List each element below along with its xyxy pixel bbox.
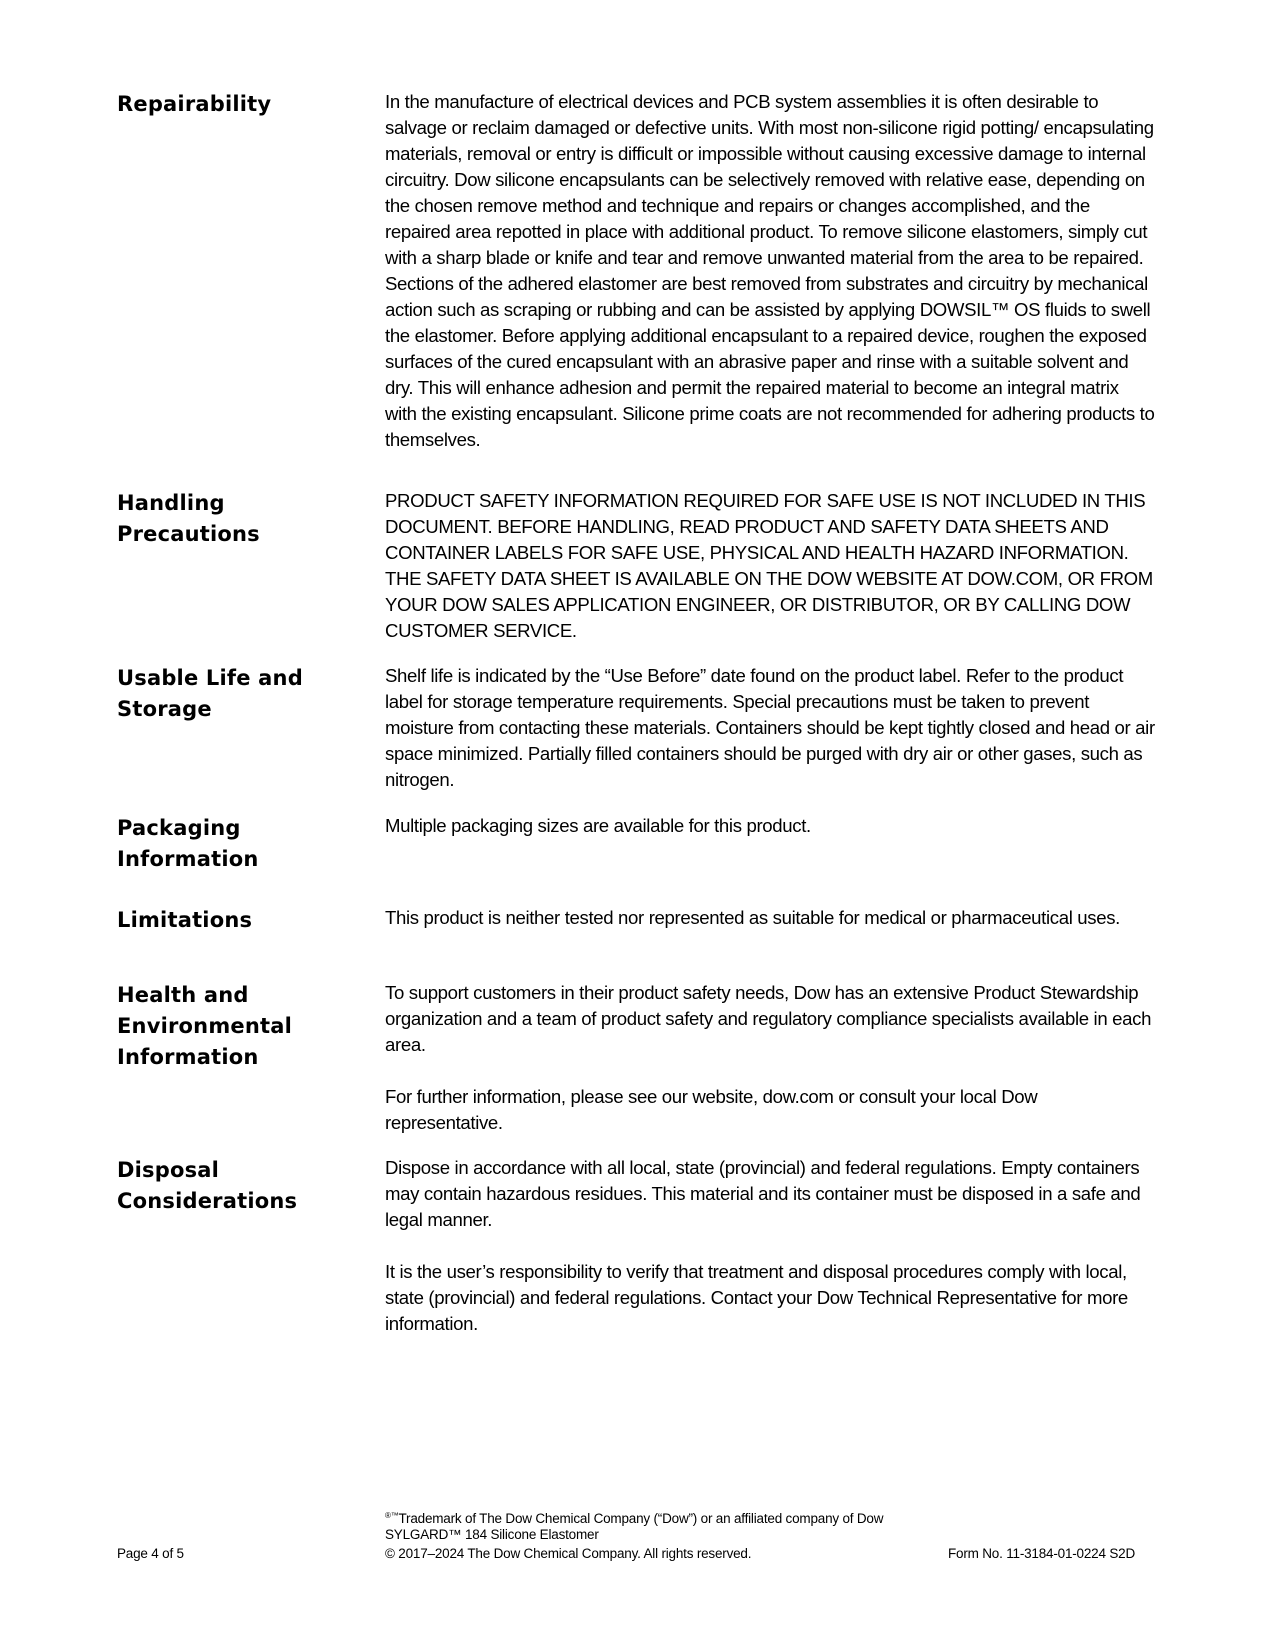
footer-product: SYLGARD™ 184 Silicone Elastomer (385, 1527, 599, 1542)
section-heading (117, 813, 367, 875)
paragraph: Dispose in accordance with all local, state (provincial) and federal regulations. Empty containers may contain hazardous residues. This material and its container must be disposed in a safe and legal manner. (385, 1157, 1141, 1230)
section-body (385, 488, 1155, 644)
paragraph: For further information, please see our website, dow.com or consult your local Dow representative. (385, 1086, 1038, 1133)
heading-line: Considerations (117, 1189, 298, 1213)
section-body (385, 980, 1155, 1136)
section-heading (117, 1155, 367, 1217)
heading-line: Storage (117, 697, 212, 721)
heading-line: Limitations (117, 908, 253, 932)
heading-line: Handling (117, 491, 225, 515)
trademark-text: Trademark of The Dow Chemical Company (“Dow”) or an affiliated company of Dow (398, 1511, 884, 1526)
page-number: Page 4 of 5 (117, 1546, 184, 1561)
heading-line: Precautions (117, 522, 260, 546)
section-body (385, 663, 1155, 793)
section-body (385, 1155, 1155, 1337)
section-heading (117, 905, 367, 936)
paragraph: To support customers in their product safety needs, Dow has an extensive Product Stewardship organization and a team of product safety and regulatory compliance specialists available in each area. (385, 982, 1152, 1055)
heading-line: Information (117, 847, 259, 871)
paragraph: Multiple packaging sizes are available for this product. (385, 815, 811, 836)
paragraph: Shelf life is indicated by the “Use Before” date found on the product label. Refer to the product label for storage temperature requirements. Special precautions must be taken to prevent moisture from contacting these materials. Containers should be kept tightly closed and head or air space minimized. Partially filled containers should be purged with dry air or other gases, such as nitrogen. (385, 665, 1155, 790)
trademark-symbol: ®™ (385, 1511, 399, 1520)
section-heading (117, 488, 367, 550)
heading-line: Disposal (117, 1158, 220, 1182)
section-body (385, 813, 1155, 839)
section-body (385, 905, 1155, 931)
heading-line: Repairability (117, 92, 272, 116)
heading-line: Information (117, 1045, 259, 1069)
paragraph: In the manufacture of electrical devices and PCB system assemblies it is often desirable to salvage or reclaim damaged or defective units. With most non-silicone rigid potting/ encapsulating materials, removal or entry is difficult or impossible without causing excessive damage to internal circuitry. Dow silicone encapsulants can be selectively removed with relative ease, depending on the chosen remove method and technique and repairs or changes accomplished, and the repaired area repotted in place with additional product. To remove silicone elastomers, simply cut with a sharp blade or knife and tear and remove unwanted material from the area to be repaired. Sections of the adhered elastomer are best removed from substrates and circuitry by mechanical action such as scraping or rubbing and can be assisted by applying DOWSIL™ OS fluids to swell the elastomer. Before applying additional encapsulant to a repaired device, roughen the exposed surfaces of the cured encapsulant with an abrasive paper and rinse with a suitable solvent and dry. This will enhance adhesion and permit the repaired material to become an integral matrix with the existing encapsulant. Silicone prime coats are not recommended for adhering products to themselves. (385, 91, 1155, 450)
section-heading (117, 980, 367, 1073)
paragraph: It is the user’s responsibility to verify that treatment and disposal procedures comply with local, state (provincial) and federal regulations. Contact your Dow Technical Representative for more information. (385, 1261, 1128, 1334)
form-number: Form No. 11-3184-01-0224 S2D (948, 1546, 1135, 1561)
heading-line: Usable Life and (117, 666, 303, 690)
paragraph: PRODUCT SAFETY INFORMATION REQUIRED FOR SAFE USE IS NOT INCLUDED IN THIS DOCUMENT. BEFORE HANDLING, READ PRODUCT AND SAFETY DATA SHEETS AND CONTAINER LABELS FOR SAFE USE, PHYSICAL AND HEALTH HAZARD INFORMATION. THE SAFETY DATA SHEET IS AVAILABLE ON THE DOW WEBSITE AT DOW.COM, OR FROM YOUR DOW SALES APPLICATION ENGINEER, OR DISTRIBUTOR, OR BY CALLING DOW CUSTOMER SERVICE. (385, 490, 1153, 641)
heading-line: Environmental (117, 1014, 292, 1038)
section-body (385, 89, 1155, 453)
heading-line: Packaging (117, 816, 241, 840)
footer-copyright: © 2017–2024 The Dow Chemical Company. All rights reserved. (385, 1546, 752, 1561)
section-heading (117, 663, 367, 725)
heading-line: Health and (117, 983, 249, 1007)
paragraph: This product is neither tested nor represented as suitable for medical or pharmaceutical uses. (385, 907, 1121, 928)
section-heading (117, 89, 367, 120)
